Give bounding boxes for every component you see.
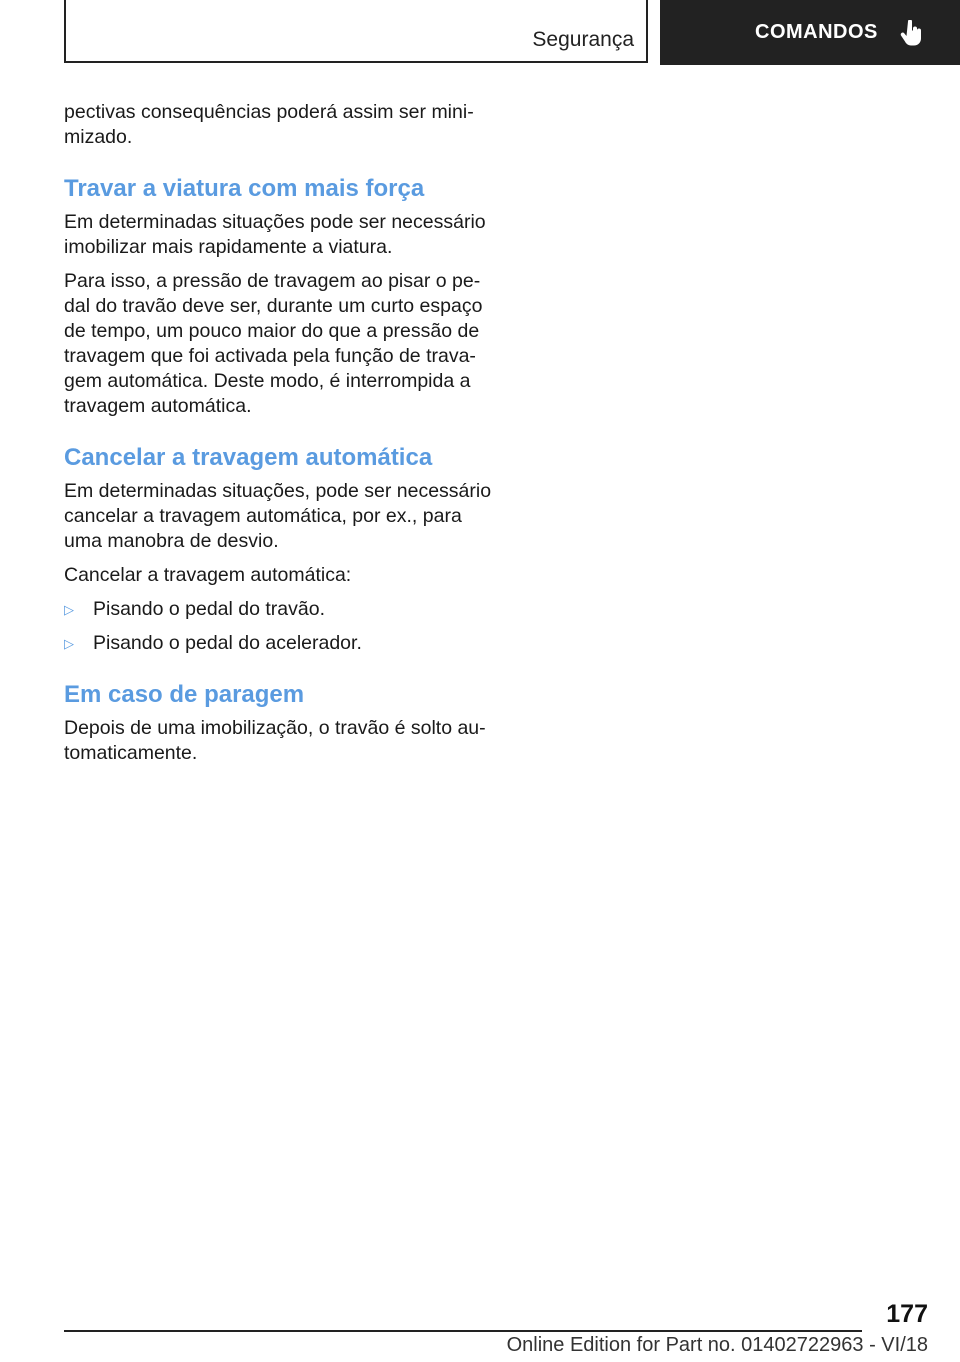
chapter-tab — [660, 0, 960, 65]
heading-travar: Travar a viatura com mais força — [64, 175, 425, 202]
list-item-text: Pisando o pedal do acelerador. — [93, 632, 362, 654]
triangle-bullet-icon: ▷ — [64, 636, 74, 651]
chapter-label: COMANDOS — [755, 21, 878, 43]
page-content — [64, 100, 494, 775]
heading-cancelar: Cancelar a travagem automática — [64, 444, 433, 471]
triangle-bullet-icon: ▷ — [64, 602, 74, 617]
footer-edition: Online Edition for Part no. 01402722963 - VI/18 — [506, 1334, 928, 1356]
heading-paragem: Em caso de paragem — [64, 681, 305, 708]
running-header — [64, 0, 648, 63]
paragraph: Em determinadas situações pode ser necessário imobilizar mais rapidamente a viatura. — [64, 211, 486, 258]
bullet-list — [64, 597, 494, 656]
paragraph: Em determinadas situações, pode ser necessário cancelar a travagem automática, por ex., para uma manobra de desvio. — [64, 480, 492, 552]
paragraph: Depois de uma imobilização, o travão é solto au-tomaticamente. — [64, 717, 486, 764]
footer-divider — [64, 1330, 862, 1332]
pointing-hand-icon — [900, 20, 924, 46]
paragraph: Cancelar a travagem automática: — [64, 564, 352, 586]
list-item — [64, 631, 494, 656]
paragraph: Para isso, a pressão de travagem ao pisar o pe-dal do travão deve ser, durante um curto espaço de tempo, um pouco maior do que a pressão de travagem que foi activada pela função de trava-gem automática. Deste modo, é interrompida a travagem automática. — [64, 270, 483, 417]
list-item — [64, 597, 494, 622]
page-number: 177 — [886, 1300, 928, 1328]
intro-paragraph: pectivas consequências poderá assim ser mini-mizado. — [64, 101, 474, 148]
list-item-text: Pisando o pedal do travão. — [93, 598, 326, 620]
section-label: Segurança — [532, 28, 634, 51]
